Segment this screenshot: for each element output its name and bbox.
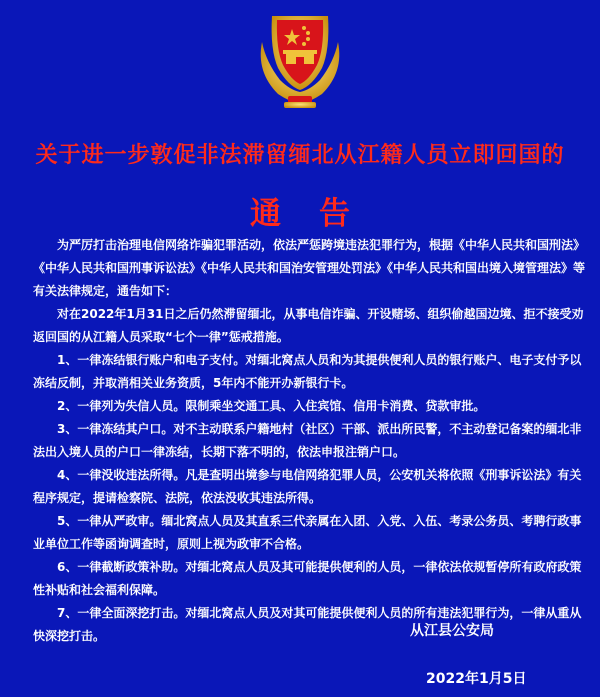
paragraph: 4、一律没收违法所得。凡是查明出境参与电信网络犯罪人员，公安机关将依照《刑事诉讼法》有关程序规定，提请检察院、法院，依法没收其违法所得。 bbox=[33, 468, 582, 505]
paragraph: 7、一律全面深挖打击。对缅北窝点人员及对其可能提供便利人员的所有违法犯罪行为，一律从重从快深挖打击。 bbox=[33, 606, 582, 643]
issuer-signature: 从江县公安局 bbox=[410, 623, 494, 639]
paragraph: 2、一律列为失信人员。限制乘坐交通工具、入住宾馆、信用卡消费、贷款审批。 bbox=[57, 399, 486, 413]
paragraph: 6、一律截断政策补助。对缅北窝点人员及其可能提供便利的人员，一律依法依规暂停所有政府政策性补贴和社会福利保障。 bbox=[33, 560, 582, 597]
issue-date: 2022年1月5日 bbox=[426, 671, 527, 687]
paragraph: 3、一律冻结其户口。对不主动联系户籍地村（社区）干部、派出所民警，不主动登记备案的缅北非法出入境人员的户口一律冻结，长期下落不明的，依法申报注销户口。 bbox=[33, 422, 582, 459]
notice-title: 关于进一步敦促非法滞留缅北从江籍人员立即回国的 bbox=[35, 143, 565, 168]
paragraph: 对在2022年1月31日之后仍然滞留缅北，从事电信诈骗、开设赌场、组织偷越国边境、拒不接受劝返回国的从江籍人员采取“七个一律”惩戒措施。 bbox=[33, 307, 584, 344]
police-emblem-icon bbox=[250, 2, 350, 114]
paragraph: 5、一律从严政审。缅北窝点人员及其直系三代亲属在入团、入党、入伍、考录公务员、考聘行政事业单位工作等函询调查时，原则上视为政审不合格。 bbox=[33, 514, 582, 551]
notice-subtitle: 通告 bbox=[250, 196, 388, 232]
paragraph: 为严厉打击治理电信网络诈骗犯罪活动，依法严惩跨境违法犯罪行为，根据《中华人民共和国刑法》《中华人民共和国刑事诉讼法》《中华人民共和国治安管理处罚法》《中华人民共和国出境入境管理法》等有关法律规定，通告如下： bbox=[33, 238, 586, 298]
notice-body bbox=[33, 234, 591, 648]
paragraph: 1、一律冻结银行账户和电子支付。对缅北窝点人员和为其提供便利人员的银行账户、电子支付予以冻结反制，并取消相关业务资质，5年内不能开办新银行卡。 bbox=[33, 353, 582, 390]
